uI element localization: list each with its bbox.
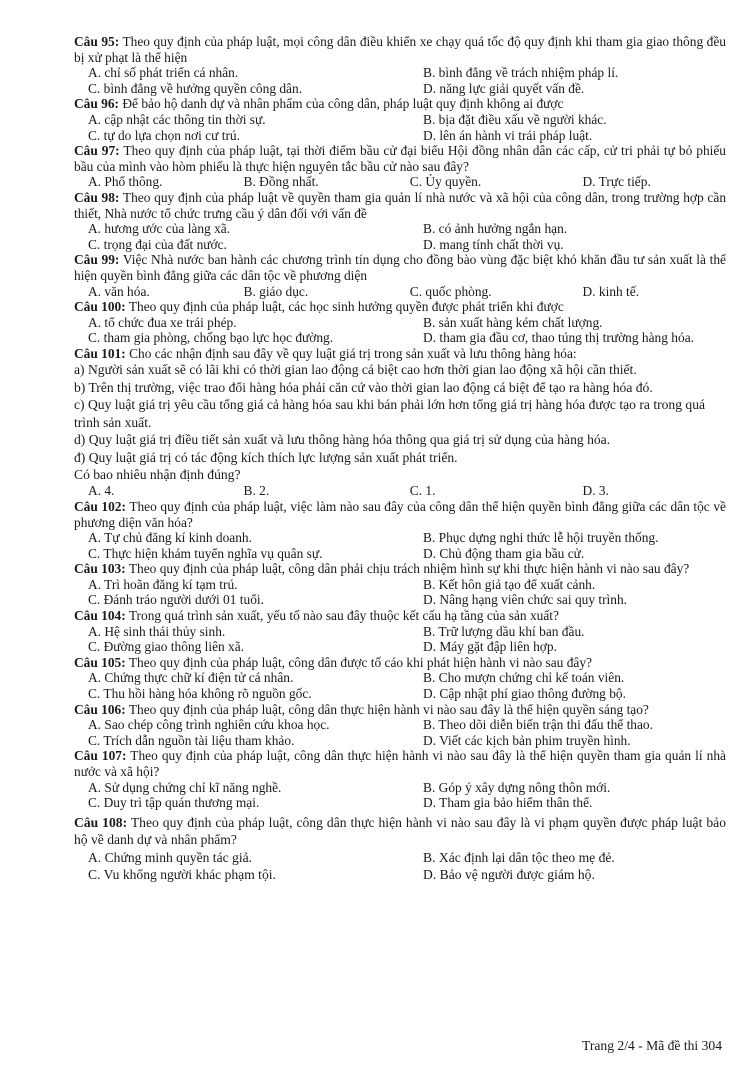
questions-95-100 xyxy=(74,34,726,346)
option-row xyxy=(74,866,726,883)
option-b[interactable]: B. Cho mượn chứng chỉ kế toán viên. xyxy=(423,670,625,686)
question-stem: Theo quy định của pháp luật, công dân thực hiện hành vi nào sau đây là thể hiện quyền tham gia quản lí nhà nước và xã hội? xyxy=(74,748,726,779)
option-row xyxy=(74,577,726,593)
option-d[interactable]: D. Viết các kịch bản phim truyền hình. xyxy=(423,732,631,748)
option-a[interactable]: A. Phổ thông. xyxy=(88,174,163,190)
question-stem: Theo quy định của pháp luật, công dân phải chịu trách nhiệm hình sự khi thực hiện hành vi nào sau đây? xyxy=(128,561,690,577)
option-d[interactable]: D. kinh tế. xyxy=(582,283,640,299)
option-c[interactable]: C. Thu hồi hàng hóa không rõ nguồn gốc. xyxy=(88,686,312,702)
question-106 xyxy=(74,702,726,749)
question-stem: Việc Nhà nước ban hành các chương trình tín dụng cho đồng bào vùng đặc biệt khó khăn đầu tư sản xuất là thể hiện quyền bình đẳng giữa các dân tộc về phương diện xyxy=(74,252,726,283)
option-b[interactable]: B. sản xuất hàng kém chất lượng. xyxy=(423,314,603,330)
question-stem: Cho các nhận định sau đây về quy luật giá trị trong sản xuất và lưu thông hàng hóa: xyxy=(129,345,577,361)
option-a[interactable]: A. Tự chủ đăng kí kinh doanh. xyxy=(88,530,252,546)
option-b[interactable]: B. giáo dục. xyxy=(243,283,309,299)
option-row xyxy=(74,284,726,300)
exam-page xyxy=(74,34,726,883)
option-c[interactable]: C. Trích dẫn nguồn tài liệu tham khảo. xyxy=(88,732,295,748)
option-d[interactable]: D. tham gia đầu cơ, thao túng thị trường hàng hóa. xyxy=(423,330,694,346)
option-a[interactable]: A. Sử dụng chứng chỉ kĩ năng nghề. xyxy=(88,779,282,795)
question-103 xyxy=(74,561,726,608)
question-stem: Theo quy định của pháp luật, mọi công dân điều khiển xe chạy quá tốc độ quy định khi tham gia giao thông đều bị xử phạt là thể hiện xyxy=(74,34,727,65)
question-stem: Theo quy định của pháp luật, việc làm nào sau đây của công dân thể hiện quyền bình đẳng giữa các dân tộc về phương diện văn hóa? xyxy=(74,498,726,530)
question-number: Câu 103: xyxy=(74,561,126,577)
option-d[interactable]: D. Trực tiếp. xyxy=(582,174,651,190)
question-number: Câu 107: xyxy=(74,748,127,764)
option-d[interactable]: D. Chủ động tham gia bầu cử. xyxy=(423,545,585,561)
option-c[interactable]: C. 1. xyxy=(409,483,436,499)
option-row xyxy=(74,546,726,562)
option-d[interactable]: D. Nâng hạng viên chức sai quy trình. xyxy=(423,592,628,608)
question-102 xyxy=(74,499,726,561)
option-b[interactable]: B. bình đẳng về trách nhiệm pháp lí. xyxy=(423,65,619,81)
option-a[interactable]: A. tổ chức đua xe trái phép. xyxy=(88,314,237,330)
option-c[interactable]: C. tham gia phòng, chống bạo lực học đường. xyxy=(88,330,334,346)
question-stem: Theo quy định của pháp luật, công dân thực hiện hành vi nào sau đây là vi phạm quyền được pháp luật bảo hộ về danh dự và nhân phẩm? xyxy=(74,814,726,848)
question-number: Câu 102: xyxy=(74,498,126,514)
option-row xyxy=(74,592,726,608)
question-stem: Theo quy định của pháp luật, công dân thực hiện hành vi nào sau đây là thể hiện quyền sáng tạo? xyxy=(128,701,649,717)
option-d[interactable]: D. Bảo vệ người được giám hộ. xyxy=(423,866,595,882)
option-a[interactable]: A. Trì hoãn đăng kí tạm trú. xyxy=(88,576,238,592)
question-stem: Theo quy định của pháp luật, tại thời điểm bầu cử đại biểu Hội đồng nhân dân các cấp, cử tri phải tự bỏ phiếu bầu của mình vào hòm phiếu là thực hiện nguyên tắc bầu cử nào sau đây? xyxy=(74,143,726,174)
question-number: Câu 101: xyxy=(74,345,126,361)
option-b[interactable]: B. Góp ý xây dựng nông thôn mới. xyxy=(423,779,611,795)
option-b[interactable]: B. Trữ lượng dầu khí ban đầu. xyxy=(423,623,585,639)
option-a[interactable]: A. Chứng minh quyền tác giả. xyxy=(88,849,253,865)
question-number: Câu 104: xyxy=(74,608,126,624)
option-c[interactable]: C. quốc phòng. xyxy=(409,283,492,299)
option-d[interactable]: D. lên án hành vi trái pháp luật. xyxy=(423,127,593,143)
option-c[interactable]: C. Thực hiện khám tuyển nghĩa vụ quân sự. xyxy=(88,545,323,561)
question-number: Câu 95: xyxy=(74,34,120,49)
option-row xyxy=(74,780,726,796)
question-number: Câu 108: xyxy=(74,814,128,830)
option-c[interactable]: C. Vu khống người khác phạm tội. xyxy=(88,866,276,882)
question-104 xyxy=(74,608,726,655)
option-b[interactable]: B. 2. xyxy=(243,483,270,499)
question-107 xyxy=(74,748,726,810)
question-108 xyxy=(74,814,726,883)
option-b[interactable]: B. Đồng nhất. xyxy=(243,174,319,190)
option-row xyxy=(74,128,726,144)
option-row xyxy=(74,733,726,749)
option-c[interactable]: C. Đánh tráo người dưới 01 tuổi. xyxy=(88,592,264,608)
question-number: Câu 100: xyxy=(74,299,126,315)
option-row xyxy=(74,174,726,190)
option-b[interactable]: B. Phục dựng nghi thức lễ hội truyền thống. xyxy=(423,530,659,546)
option-row xyxy=(74,81,726,97)
option-d[interactable]: D. Cập nhật phí giao thông đường bộ. xyxy=(423,686,626,702)
option-row xyxy=(74,686,726,702)
option-row xyxy=(74,330,726,346)
statement-item: a) Người sản xuất sẽ có lãi khi có thời gian lao động cá biệt cao hơn thời gian lao động xã hội cần thiết. xyxy=(74,362,637,378)
question-99 xyxy=(74,252,726,299)
option-d[interactable]: D. mang tính chất thời vụ. xyxy=(423,236,564,252)
question-stem: Trong quá trình sản xuất, yếu tố nào sau đây thuộc kết cấu hạ tầng của sản xuất? xyxy=(128,608,559,624)
option-a[interactable]: A. chỉ số phát triển cá nhân. xyxy=(88,65,239,81)
option-row xyxy=(74,849,726,866)
option-row xyxy=(74,670,726,686)
option-c[interactable]: C. Duy trì tập quán thương mại. xyxy=(88,795,260,811)
question-stem: Để bảo hộ danh dự và nhân phẩm của công dân, pháp luật quy định không ai được xyxy=(122,96,564,112)
option-row xyxy=(74,65,726,81)
question-number: Câu 98: xyxy=(74,189,120,205)
question-97 xyxy=(74,143,726,190)
option-c[interactable]: C. trọng đại của đất nước. xyxy=(88,236,227,252)
option-row xyxy=(74,315,726,331)
question-101 xyxy=(74,346,726,499)
option-c[interactable]: C. bình đẳng về hưởng quyền công dân. xyxy=(88,80,303,96)
question-number: Câu 97: xyxy=(74,143,120,159)
option-d[interactable]: D. năng lực giải quyết vấn đề. xyxy=(423,80,585,96)
option-b[interactable]: B. có ảnh hưởng ngắn hạn. xyxy=(423,221,568,237)
statement-list xyxy=(74,361,726,465)
option-b[interactable]: B. bịa đặt điều xấu về người khác. xyxy=(423,111,607,127)
question-100 xyxy=(74,299,726,346)
option-a[interactable]: A. 4. xyxy=(88,483,115,499)
question-number: Câu 99: xyxy=(74,252,120,268)
statement-item: d) Quy luật giá trị điều tiết sản xuất và lưu thông hàng hóa thông qua giá trị sử dụng của hàng hóa. xyxy=(74,432,611,448)
option-c[interactable]: C. Đường giao thông liên xã. xyxy=(88,639,245,655)
questions-102-107 xyxy=(74,499,726,811)
question-stem: Theo quy định của pháp luật, các học sinh hưởng quyền được phát triển khi được xyxy=(128,299,564,315)
option-b[interactable]: B. Theo dõi diễn biến trận thi đấu thể thao. xyxy=(423,717,653,733)
question-number: Câu 105: xyxy=(74,654,126,670)
question-98 xyxy=(74,190,726,252)
option-b[interactable]: B. Kết hôn giả tạo để xuất cảnh. xyxy=(423,576,596,592)
option-row xyxy=(74,530,726,546)
option-row xyxy=(74,112,726,128)
option-row xyxy=(74,221,726,237)
option-d[interactable]: D. 3. xyxy=(582,483,609,499)
question-number: Câu 106: xyxy=(74,701,126,717)
page-footer: Trang 2/4 - Mã đề thi 304 xyxy=(582,1038,722,1053)
question-number: Câu 96: xyxy=(74,96,120,112)
option-row xyxy=(74,237,726,253)
option-a[interactable]: A. văn hóa. xyxy=(88,283,150,299)
question-96 xyxy=(74,96,726,143)
option-a[interactable]: A. Chứng thực chữ kí điện tử cá nhân. xyxy=(88,670,294,686)
option-c[interactable]: C. Ủy quyền. xyxy=(409,174,482,190)
statement-item: b) Trên thị trường, việc trao đổi hàng hóa phải căn cứ vào thời gian lao động cá biệt để tạo ra hàng hóa đó. xyxy=(74,379,653,395)
option-row xyxy=(74,795,726,811)
option-a[interactable]: A. Sao chép công trình nghiên cứu khoa học. xyxy=(88,717,330,733)
option-row xyxy=(74,483,726,499)
statement-item: đ) Quy luật giá trị có tác động kích thích lực lượng sản xuất phát triển. xyxy=(74,449,458,465)
option-a[interactable]: A. cập nhật các thông tin thời sự. xyxy=(88,111,266,127)
question-stem: Theo quy định của pháp luật, công dân được tố cáo khi phát hiện hành vi nào sau đây? xyxy=(128,654,592,670)
question-stem: Theo quy định của pháp luật về quyền tham gia quản lí nhà nước và xã hội của công dân, trong trường hợp cần thiết, Nhà nước tổ chức trưng cầu ý dân đối với vấn đề xyxy=(74,189,727,221)
option-a[interactable]: A. hương ước của làng xã. xyxy=(88,221,231,237)
option-c[interactable]: C. tự do lựa chọn nơi cư trú. xyxy=(88,127,240,143)
option-row xyxy=(74,717,726,733)
option-d[interactable]: D. Tham gia bảo hiểm thân thể. xyxy=(423,795,593,811)
question-ask: Có bao nhiêu nhận định đúng? xyxy=(74,466,241,482)
option-b[interactable]: B. Xác định lại dân tộc theo mẹ đẻ. xyxy=(423,849,615,865)
question-95 xyxy=(74,34,726,96)
option-d[interactable]: D. Máy gặt đập liên hợp. xyxy=(423,639,557,655)
option-a[interactable]: A. Hệ sinh thái thủy sinh. xyxy=(88,623,226,639)
question-105 xyxy=(74,655,726,702)
option-row xyxy=(74,639,726,655)
option-row xyxy=(74,624,726,640)
statement-item: c) Quy luật giá trị yêu cầu tổng giá cả hàng hóa sau khi bán phải lớn hơn tổng giá trị hàng hóa được tạo ra trong quá trình sản xuất. xyxy=(74,397,706,430)
